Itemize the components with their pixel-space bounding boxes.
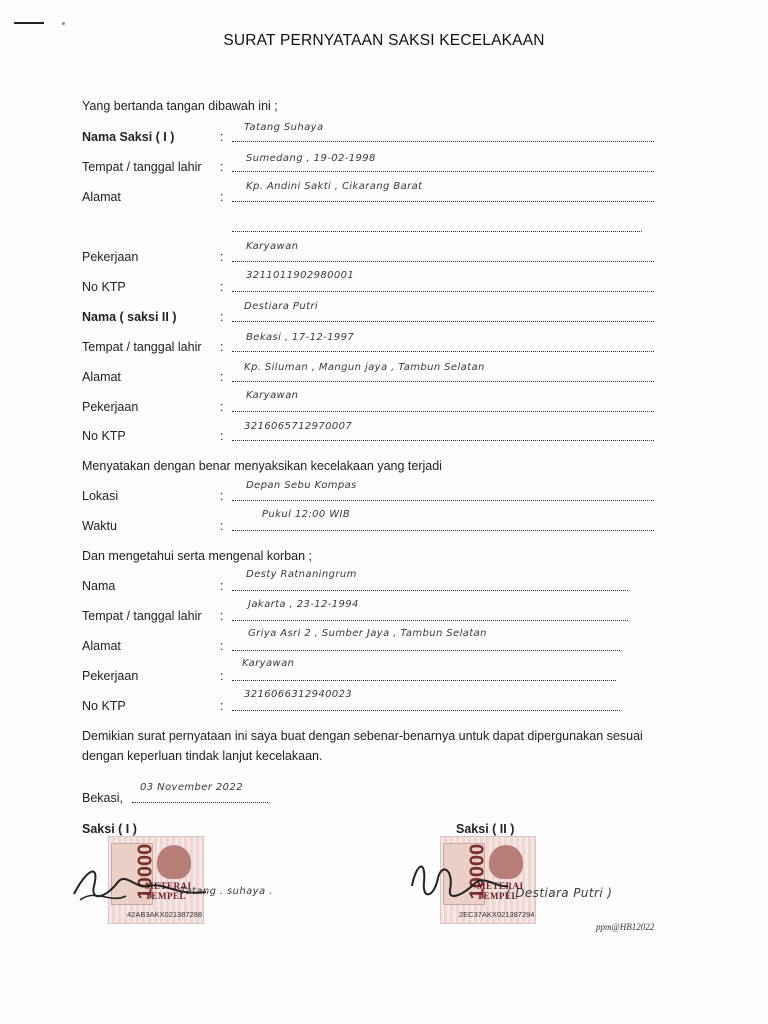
saksi1-alamat-value: Kp. Andini Sakti , Cikarang Barat — [246, 181, 423, 192]
saksi1-ktp-value: 3211011902980001 — [246, 270, 355, 281]
colon: : — [220, 340, 224, 354]
date-value: 03 November 2022 — [140, 782, 243, 793]
signature-1 — [66, 852, 216, 912]
stamp-label: METERAI TEMPEL — [145, 881, 192, 901]
colon: : — [220, 400, 224, 414]
saksi2-ttl-line — [232, 351, 654, 352]
colon: : — [220, 639, 224, 653]
footer-code: ppm@HB12022 — [596, 922, 655, 932]
lokasi-label: Lokasi — [82, 489, 119, 503]
colon: : — [220, 160, 224, 174]
colon: : — [220, 370, 224, 384]
saksi2-ktp-label: No KTP — [82, 429, 126, 443]
colon: : — [220, 609, 224, 623]
colon: : — [220, 699, 224, 713]
korban-ttl-line — [232, 620, 628, 621]
stamp-serial: 2EC37AKX021387294 — [459, 910, 535, 919]
scan-dot — [62, 22, 65, 25]
saksi2-heading: Nama ( saksi II ) — [82, 310, 177, 324]
saksi1-ktp-line — [232, 291, 654, 292]
waktu-label: Waktu — [82, 519, 117, 533]
colon: : — [220, 669, 224, 683]
signature-2 — [404, 850, 514, 910]
saksi1-alamat-line — [232, 201, 654, 202]
korban-pekerjaan-label: Pekerjaan — [82, 669, 139, 683]
saksi2-name-value: Destiara Putri — [244, 301, 319, 312]
saksi2-ttl-label: Tempat / tanggal lahir — [82, 340, 202, 354]
lokasi-line — [232, 500, 654, 501]
stamp-serial: 42AB3AKX021387288 — [127, 910, 203, 919]
menyatakan-text: Menyatakan dengan benar menyaksikan kecelakaan yang terjadi — [82, 459, 442, 473]
saksi2-pekerjaan-value: Karyawan — [246, 390, 299, 401]
korban-ktp-line — [232, 710, 620, 711]
saksi1-ktp-label: No KTP — [82, 280, 126, 294]
korban-nama-line — [232, 590, 628, 591]
saksi1-ttl-value: Sumedang , 19-02-1998 — [246, 153, 376, 164]
stamp-label: METERAI TEMPEL — [477, 881, 524, 901]
saksi2-pekerjaan-line — [232, 411, 654, 412]
saksi1-name-line — [232, 141, 654, 142]
colon: : — [220, 250, 224, 264]
saksi1-alamat-label: Alamat — [82, 190, 121, 204]
saksi2-ktp-value: 3216065712970007 — [244, 421, 353, 432]
korban-nama-value: Desty Ratnaningrum — [246, 569, 357, 580]
saksi1-ttl-line — [232, 171, 654, 172]
korban-ttl-label: Tempat / tanggal lahir — [82, 609, 202, 623]
saksi2-alamat-value: Kp. Siluman , Mangun jaya , Tambun Selatan — [244, 362, 485, 373]
saksi2-ktp-line — [232, 440, 654, 441]
saksi2-ttl-value: Bekasi , 17-12-1997 — [246, 332, 355, 343]
scan-mark — [14, 22, 44, 24]
saksi1-alamat-line-2 — [232, 231, 642, 232]
saksi2-pekerjaan-label: Pekerjaan — [82, 400, 139, 414]
saksi1-ttl-label: Tempat / tanggal lahir — [82, 160, 202, 174]
korban-ktp-label: No KTP — [82, 699, 126, 713]
korban-ttl-value: Jakarta , 23-12-1994 — [248, 599, 359, 610]
sign2-name: ( Destiara Putri ) — [506, 886, 613, 900]
saksi1-pekerjaan-line — [232, 261, 654, 262]
lokasi-value: Depan Sebu Kompas — [246, 480, 357, 491]
korban-alamat-value: Griya Asri 2 , Sumber Jaya , Tambun Selatan — [248, 628, 487, 639]
date-line — [132, 802, 268, 803]
korban-ktp-value: 3216066312940023 — [244, 689, 353, 700]
saksi2-name-line — [232, 321, 654, 322]
korban-nama-label: Nama — [82, 579, 116, 593]
saksi1-pekerjaan-label: Pekerjaan — [82, 250, 139, 264]
colon: : — [220, 280, 224, 294]
waktu-value: Pukul 12:00 WIB — [262, 509, 351, 520]
mengetahui-text: Dan mengetahui serta mengenal korban ; — [82, 549, 313, 563]
sign2-label: Saksi ( II ) — [456, 822, 515, 836]
stamp-value: 10000 — [134, 843, 157, 900]
sign1-label: Saksi ( I ) — [82, 822, 137, 836]
korban-alamat-line — [232, 650, 620, 651]
colon: : — [220, 190, 224, 204]
place-label: Bekasi, — [82, 791, 123, 805]
korban-pekerjaan-value: Karyawan — [242, 658, 295, 669]
korban-pekerjaan-line — [232, 680, 616, 681]
korban-alamat-label: Alamat — [82, 639, 121, 653]
closing-paragraph: Demikian surat pernyataan ini saya buat dengan sebenar-benarnya untuk dapat dipergunakan sesuai dengan keperluan tindak lanjut kecelakaan. — [82, 729, 643, 763]
saksi1-pekerjaan-value: Karyawan — [246, 241, 299, 252]
waktu-line — [232, 530, 654, 531]
colon: : — [220, 579, 224, 593]
stamp-value: 10000 — [466, 843, 489, 900]
colon: : — [220, 130, 224, 144]
colon: : — [220, 489, 224, 503]
intro-text: Yang bertanda tangan dibawah ini ; — [82, 99, 278, 113]
colon: : — [220, 519, 224, 533]
saksi2-alamat-line — [232, 381, 654, 382]
saksi1-heading: Nama Saksi ( I ) — [82, 130, 175, 144]
colon: : — [220, 310, 224, 324]
saksi2-alamat-label: Alamat — [82, 370, 121, 384]
page-title: SURAT PERNYATAAN SAKSI KECELAKAAN — [223, 32, 545, 49]
colon: : — [220, 429, 224, 443]
sign1-name: Tatang . suhaya . — [180, 886, 273, 897]
saksi1-name-value: Tatang Suhaya — [244, 122, 324, 133]
